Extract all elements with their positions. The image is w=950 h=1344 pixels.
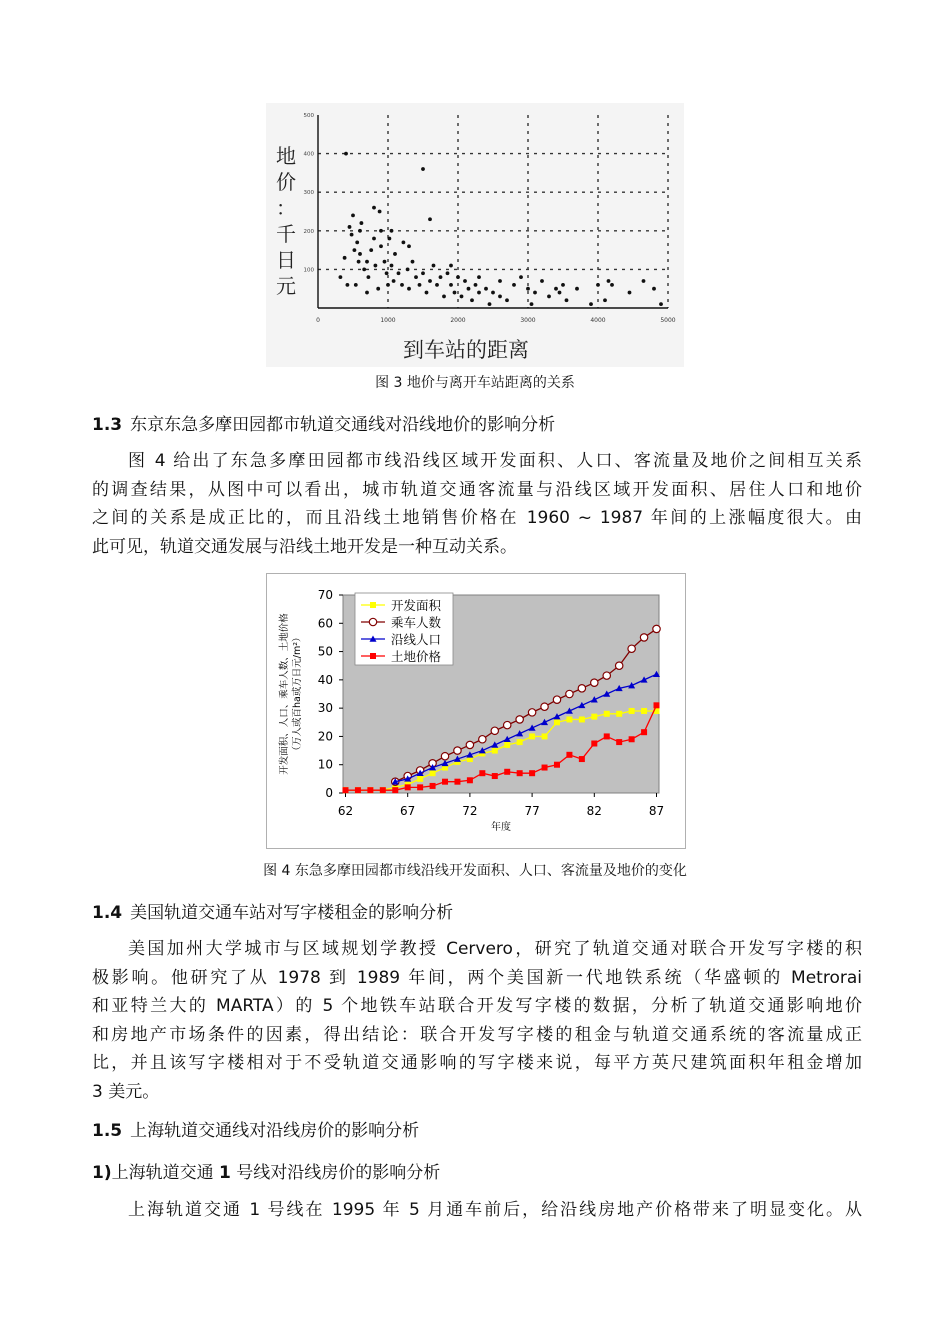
y-label-char: 日 (276, 248, 296, 272)
scatter-point (418, 283, 422, 287)
scatter-point (414, 275, 418, 279)
paragraph-line: 和房地产市场条件的因素，得出结论：联合开发写字楼的租金与轨道交通系统的客流量成正 (92, 1024, 862, 1045)
scatter-point (407, 287, 411, 291)
subsection-title-post: 号线对沿线房价的影响分析 (230, 1163, 441, 1183)
scatter-point (512, 283, 516, 287)
x-tick-label: 0 (316, 317, 320, 324)
subsection-1-heading (92, 1158, 440, 1183)
legend-label: 乘车人数 (391, 615, 442, 630)
scatter-point (357, 260, 361, 264)
scatter-point (449, 264, 453, 268)
x-tick-label: 67 (400, 804, 416, 818)
series-marker (504, 742, 510, 748)
scatter-point (372, 206, 376, 210)
scatter-point (392, 279, 396, 283)
series-marker (542, 765, 548, 771)
paragraph-line: 图 4 给出了东急多摩田园都市线沿线区域开发面积、人口、客流量及地价之间相互关系 (128, 451, 862, 471)
scatter-point (533, 291, 537, 295)
section-1-5-heading (92, 1116, 419, 1141)
scatter-point (367, 275, 371, 279)
figure-4-y-title-line1: 开发面积、人口、乘车人数、土地价格 (279, 613, 290, 775)
scatter-point (589, 302, 593, 306)
scatter-point (488, 302, 492, 306)
scatter-point (554, 287, 558, 291)
scatter-point (474, 283, 478, 287)
scatter-point (393, 252, 397, 256)
scatter-point (610, 283, 614, 287)
figure-4-caption: 图 4 东急多摩田园都市线沿线开发面积、人口、客流量及地价的变化 (263, 863, 687, 879)
scatter-point (456, 275, 460, 279)
scatter-point (596, 283, 600, 287)
scatter-point (453, 291, 457, 295)
series-marker (367, 787, 373, 793)
scatter-point (402, 240, 406, 244)
series-marker (591, 714, 597, 720)
scatter-point (372, 237, 376, 241)
series-marker (504, 769, 510, 775)
scatter-point (477, 291, 481, 295)
scatter-point (607, 279, 611, 283)
scatter-point (421, 167, 425, 171)
scatter-point (365, 260, 369, 264)
series-marker (342, 787, 348, 793)
figure-3-caption: 图 3 地价与离开车站距离的关系 (375, 375, 575, 391)
series-marker (591, 741, 597, 747)
x-tick-label: 77 (524, 804, 540, 818)
paragraph-line: 此可见，轨道交通发展与沿线土地开发是一种互动关系。 (92, 536, 517, 557)
series-marker (542, 733, 548, 739)
x-tick-label: 62 (337, 804, 354, 818)
scatter-point (428, 217, 432, 221)
section-1-4-paragraph (92, 935, 862, 1107)
scatter-point (425, 291, 429, 295)
scatter-point (379, 229, 383, 233)
series-marker (616, 739, 622, 745)
series-marker (355, 787, 361, 793)
scatter-point (470, 298, 474, 302)
figure-4 (266, 573, 686, 849)
scatter-point (358, 252, 362, 256)
scatter-point (386, 283, 390, 287)
y-label-char: ： (276, 196, 296, 220)
figure-4-y-title-line2: （万人或百ha或万日元/m²） (292, 632, 303, 756)
scatter-point (484, 287, 488, 291)
scatter-point (575, 287, 579, 291)
x-tick-label: 2000 (450, 317, 466, 324)
scatter-point (350, 233, 354, 237)
series-marker (554, 762, 560, 768)
series-marker (566, 752, 572, 758)
scatter-point (406, 268, 410, 272)
scatter-point (358, 229, 362, 233)
series-marker (641, 729, 647, 735)
series-marker (629, 736, 635, 742)
y-tick-label: 10 (317, 757, 333, 772)
series-marker (591, 679, 598, 686)
series-marker (517, 770, 523, 776)
y-label-char: 价 (276, 170, 296, 194)
series-marker (417, 784, 423, 790)
section-number: 1.5 (92, 1121, 123, 1141)
scatter-point (390, 264, 394, 268)
figure-3 (266, 103, 684, 367)
paragraph-line: 的调查结果，从图中可以看出，城市轨道交通客流量与沿线区域开发面积、居住人口和地价 (92, 479, 862, 500)
paragraph-line: 比，并且该写字楼相对于不受轨道交通影响的写字楼来说，每平方英尺建筑面积年租金增加 (92, 1053, 862, 1074)
series-marker (653, 625, 660, 632)
figure-4-x-title: 年度 (491, 822, 511, 833)
scatter-point (397, 271, 401, 275)
legend-label: 开发面积 (391, 598, 442, 613)
scatter-point (346, 283, 350, 287)
scatter-point (390, 229, 394, 233)
scatter-point (376, 287, 380, 291)
figure-3-background (266, 103, 684, 367)
legend-label: 沿线人口 (391, 632, 442, 647)
scatter-point (411, 260, 415, 264)
scatter-point (400, 283, 404, 287)
series-marker (405, 784, 411, 790)
series-marker (467, 777, 473, 783)
series-marker (528, 709, 535, 716)
paragraph-line: 之间的关系是成正比的，而且沿线土地销售价格在 1960 ~ 1987 年间的上涨幅度很大。由 (92, 508, 862, 529)
scatter-point (407, 244, 411, 248)
figure-3-scatter (266, 103, 684, 367)
scatter-point (383, 260, 387, 264)
scatter-point (540, 279, 544, 283)
scatter-point (362, 268, 366, 272)
scatter-point (449, 283, 453, 287)
scatter-point (354, 283, 358, 287)
scatter-point (365, 291, 369, 295)
scatter-point (467, 287, 471, 291)
series-marker (529, 733, 535, 739)
series-marker (629, 708, 635, 714)
scatter-point (339, 275, 343, 279)
scatter-point (435, 283, 439, 287)
scatter-point (344, 152, 348, 156)
scatter-point (446, 271, 450, 275)
series-marker (517, 739, 523, 745)
section-title: 上海轨道交通线对沿线房价的影响分析 (130, 1121, 420, 1141)
series-marker (417, 776, 423, 782)
scatter-point (442, 295, 446, 299)
scatter-point (428, 279, 432, 283)
scatter-point (547, 295, 551, 299)
scatter-point (530, 302, 534, 306)
section-1-3-paragraph (92, 447, 862, 561)
scatter-point (519, 275, 523, 279)
series-marker (504, 721, 511, 728)
series-marker (641, 708, 647, 714)
series-marker (430, 783, 436, 789)
paragraph-line: 和亚特兰大的 MARTA）的 5 个地铁车站联合开发写字楼的数据，分析了轨道交通影响地价 (92, 996, 862, 1017)
scatter-point (374, 264, 378, 268)
series-marker (579, 756, 585, 762)
subsection-number: 1) (92, 1163, 112, 1183)
series-marker (566, 690, 573, 697)
series-marker (654, 702, 660, 708)
scatter-point (463, 279, 467, 283)
y-tick-label: 300 (303, 190, 314, 197)
last-paragraph (92, 1196, 862, 1225)
series-marker (604, 733, 610, 739)
series-marker (479, 736, 486, 743)
y-label-char: 元 (276, 274, 296, 298)
scatter-point (343, 256, 347, 260)
series-marker (492, 748, 498, 754)
series-marker (616, 711, 622, 717)
x-tick-label: 82 (586, 804, 602, 818)
paragraph-line: 3 美元。 (92, 1081, 160, 1102)
series-marker (578, 685, 585, 692)
paragraph-line: 美国加州大学城市与区域规划学教授 Cervero，研究了轨道交通对联合开发写字楼的积 (128, 939, 862, 959)
subsection-title-pre: 上海轨道交通 (111, 1163, 220, 1183)
series-marker (380, 787, 386, 793)
scatter-point (421, 271, 425, 275)
scatter-point (369, 248, 373, 252)
x-tick-label: 87 (648, 804, 665, 818)
legend-label: 土地价格 (391, 649, 442, 664)
scatter-point (628, 291, 632, 295)
x-tick-label: 72 (462, 804, 478, 818)
series-marker (541, 703, 548, 710)
section-number: 1.3 (92, 415, 123, 435)
y-tick-label: 100 (303, 267, 314, 274)
scatter-point (642, 279, 646, 283)
figure-4-line-chart (267, 574, 685, 848)
series-marker (479, 770, 485, 776)
x-tick-label: 4000 (590, 317, 606, 324)
scatter-point (491, 291, 495, 295)
figure-4-legend (355, 593, 453, 665)
series-marker (491, 727, 498, 734)
series-marker (492, 773, 498, 779)
paragraph-line: 极影响。他研究了从 1978 到 1989 年间，两个美国新一代地铁系统（华盛顿的 Metrorai (92, 967, 862, 988)
series-marker (603, 672, 610, 679)
y-tick-label: 400 (303, 151, 314, 158)
paragraph-line: 上海轨道交通 1 号线在 1995 年 5 月通车前后，给沿线房地产价格带来了明显变化。从 (128, 1200, 862, 1220)
y-tick-label: 0 (325, 786, 333, 800)
series-marker (466, 741, 473, 748)
series-marker (554, 719, 560, 725)
series-marker (615, 662, 622, 669)
scatter-point (385, 271, 389, 275)
series-marker (628, 645, 635, 652)
section-1-4-heading (92, 898, 453, 923)
section-title: 东京东急多摩田园都市轨道交通线对沿线地价的影响分析 (130, 415, 556, 435)
series-marker (442, 779, 448, 785)
scatter-point (378, 210, 382, 214)
scatter-point (561, 283, 565, 287)
series-marker (370, 602, 376, 608)
series-marker (529, 770, 535, 776)
scatter-point (388, 237, 392, 241)
scatter-point (353, 248, 357, 252)
scatter-point (351, 213, 355, 217)
series-marker (640, 634, 647, 641)
series-marker (392, 787, 398, 793)
y-tick-label: 200 (303, 228, 314, 235)
scatter-point (498, 295, 502, 299)
scatter-point (505, 298, 509, 302)
scatter-point (355, 240, 359, 244)
x-tick-label: 5000 (660, 317, 676, 324)
scatter-point (477, 275, 481, 279)
series-marker (430, 770, 436, 776)
series-marker (454, 747, 461, 754)
y-label-char: 千 (276, 222, 296, 246)
series-marker (370, 653, 376, 659)
series-marker (516, 716, 523, 723)
y-label-char: 地 (276, 144, 296, 168)
scatter-point (432, 264, 436, 268)
x-tick-label: 1000 (380, 317, 396, 324)
y-tick-label: 70 (317, 588, 333, 602)
scatter-point (526, 287, 530, 291)
scatter-point (360, 221, 364, 225)
series-marker (369, 618, 376, 625)
x-tick-label: 3000 (520, 317, 536, 324)
y-tick-label: 60 (317, 616, 333, 631)
scatter-point (439, 275, 443, 279)
scatter-point (659, 302, 663, 306)
series-marker (553, 696, 560, 703)
series-marker (454, 779, 460, 785)
y-tick-label: 50 (317, 644, 333, 659)
scatter-point (460, 295, 464, 299)
subsection-title-bold: 1 (219, 1163, 231, 1183)
y-tick-label: 500 (303, 113, 314, 119)
scatter-point (379, 244, 383, 248)
series-marker (441, 753, 448, 760)
series-marker (566, 716, 572, 722)
scatter-point (558, 291, 562, 295)
series-marker (604, 711, 610, 717)
scatter-point (348, 225, 352, 229)
section-title: 美国轨道交通车站对写字楼租金的影响分析 (130, 903, 454, 923)
section-number: 1.4 (92, 903, 123, 923)
section-1-3-heading (92, 410, 555, 435)
scatter-point (652, 287, 656, 291)
scatter-point (603, 298, 607, 302)
series-marker (579, 716, 585, 722)
scatter-point (498, 279, 502, 283)
y-tick-label: 30 (317, 701, 333, 716)
y-tick-label: 20 (317, 729, 333, 744)
scatter-point (565, 298, 569, 302)
figure-3-x-label: 到车站的距离 (403, 338, 529, 362)
y-tick-label: 40 (317, 672, 333, 687)
